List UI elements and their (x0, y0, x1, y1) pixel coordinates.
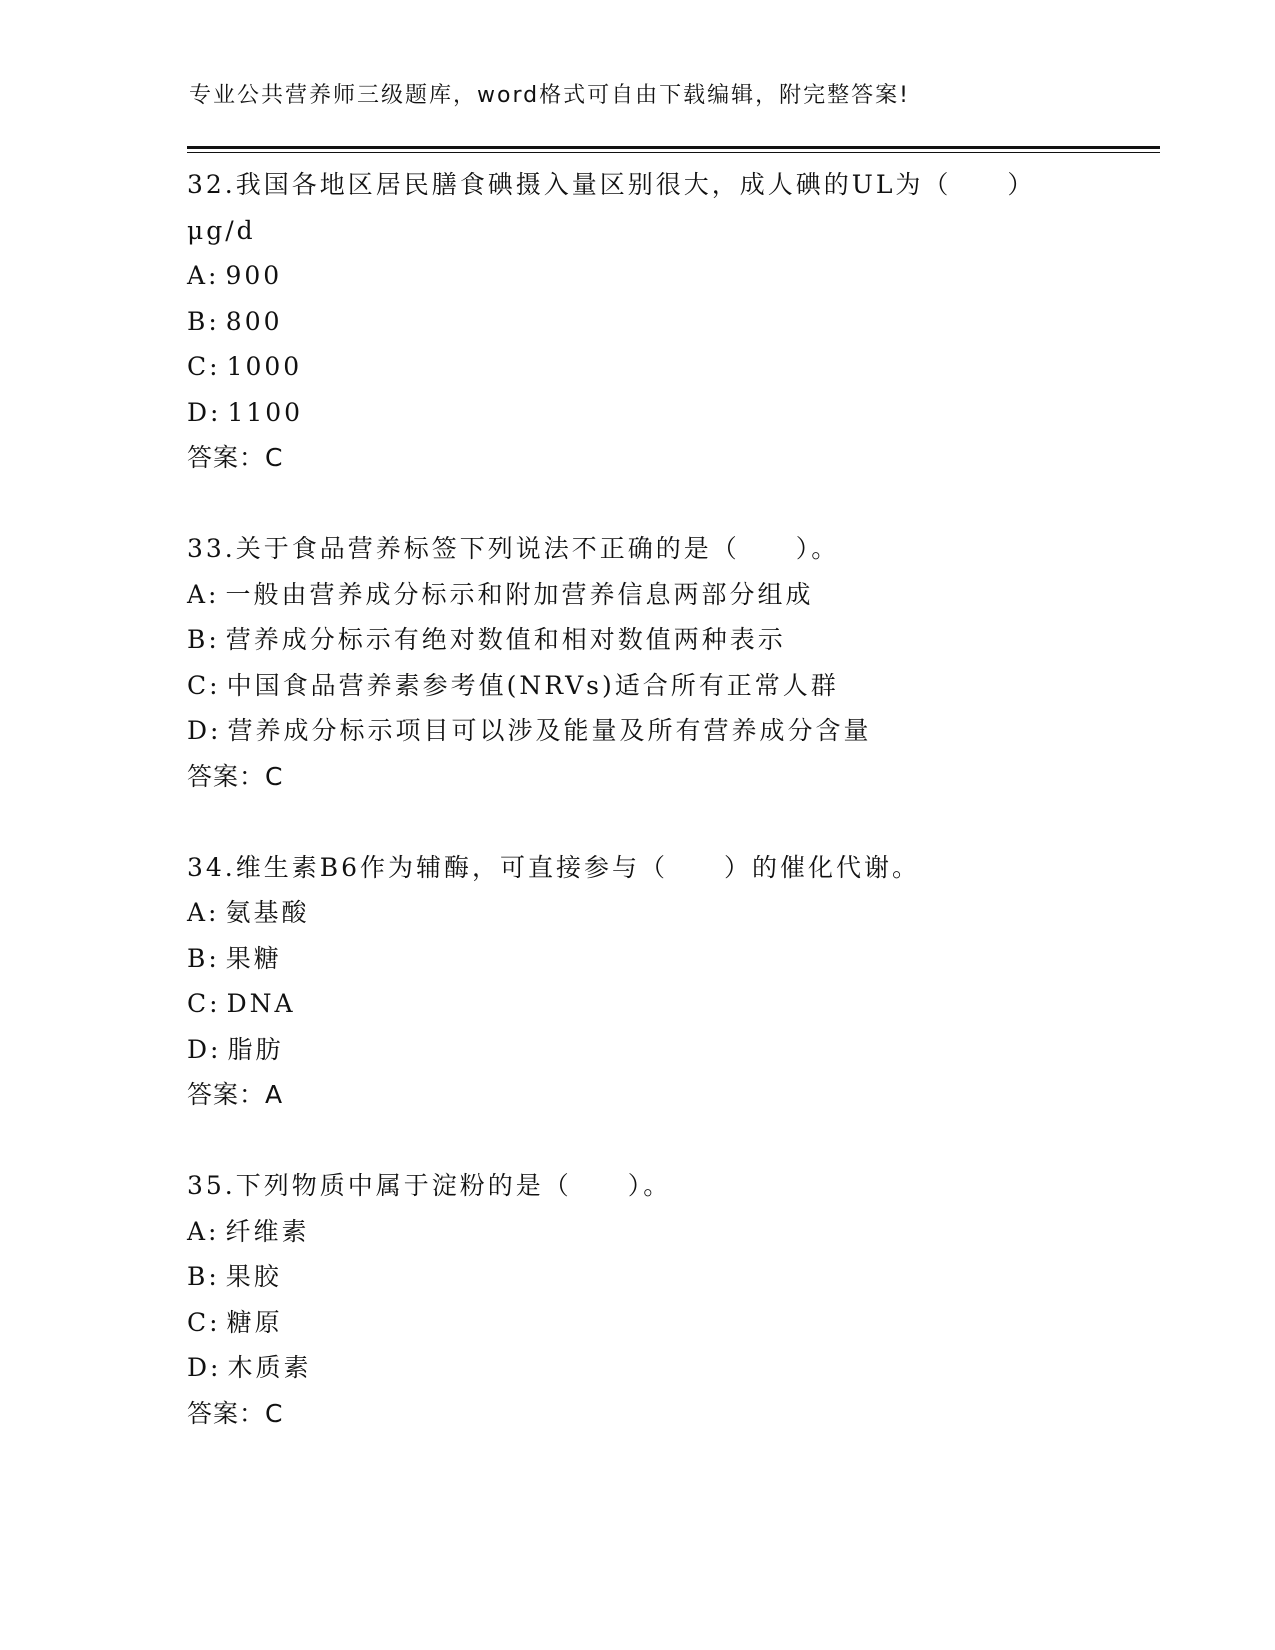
answer-line: 答案：C (187, 443, 284, 472)
option-a (187, 572, 1167, 618)
option-label: C: (187, 989, 221, 1018)
header-rule-thick (187, 146, 1160, 149)
option-c (187, 981, 1167, 1027)
option-label: D: (187, 716, 222, 745)
option-label: C: (187, 352, 221, 381)
option-text: 营养成分标示有绝对数值和相对数值两种表示 (225, 625, 786, 654)
option-d (187, 1345, 1167, 1391)
option-text: 800 (225, 306, 283, 336)
question-33 (187, 526, 1167, 800)
option-label: A: (187, 898, 220, 927)
option-text: 氨基酸 (225, 898, 310, 927)
option-label: D: (187, 1034, 222, 1064)
option-label: A: (187, 1216, 220, 1246)
question-34 (187, 845, 1167, 1119)
option-b (187, 1254, 1167, 1300)
option-label: B: (187, 306, 220, 336)
question-stem: 35.下列物质中属于淀粉的是（ ）。 (187, 1171, 672, 1200)
option-a (187, 1209, 1167, 1255)
answer-line: 答案：A (187, 1080, 284, 1109)
option-d (187, 708, 1167, 754)
option-label: B: (187, 943, 220, 973)
option-label: C: (187, 670, 221, 700)
option-d (187, 1027, 1167, 1073)
option-text: 营养成分标示项目可以涉及能量及所有营养成分含量 (227, 716, 872, 745)
option-text: 纤维素 (225, 1216, 310, 1246)
option-label: B: (187, 1262, 220, 1291)
option-text: 糖原 (226, 1307, 283, 1337)
question-35 (187, 1163, 1167, 1437)
option-text: 脂肪 (227, 1034, 284, 1064)
option-c (187, 1300, 1167, 1346)
option-text: 果胶 (225, 1262, 282, 1291)
option-text: 果糖 (225, 943, 282, 973)
question-stem: 34.维生素B6作为辅酶，可直接参与（ ）的催化代谢。 (187, 852, 921, 882)
option-text: 一般由营养成分标示和附加营养信息两部分组成 (225, 579, 814, 609)
option-b (187, 299, 1167, 345)
option-label: D: (187, 397, 222, 427)
option-text: 木质素 (227, 1353, 312, 1382)
option-b (187, 936, 1167, 982)
option-label: A: (187, 261, 220, 290)
question-32 (187, 162, 1167, 481)
option-c (187, 344, 1167, 390)
page-header: 专业公共营养师三级题库，word格式可自由下载编辑，附完整答案! (189, 83, 910, 108)
option-a (187, 253, 1167, 299)
question-list (187, 162, 1167, 1482)
option-b (187, 617, 1167, 663)
option-text: 1000 (226, 352, 303, 381)
header-rule-thin (187, 152, 1160, 153)
option-c (187, 663, 1167, 709)
option-label: D: (187, 1353, 222, 1382)
option-text: 1100 (227, 397, 304, 427)
answer-line: 答案：C (187, 1398, 284, 1428)
answer-line: 答案：C (187, 761, 284, 791)
option-label: C: (187, 1307, 221, 1337)
option-text: DNA (226, 989, 296, 1018)
option-d (187, 390, 1167, 436)
option-text: 中国食品营养素参考值(NRVs)适合所有正常人群 (226, 670, 839, 700)
question-stem: 32.我国各地区居民膳食碘摄入量区别很大，成人碘的UL为（ ）μg/d (187, 170, 1036, 245)
option-text: 900 (225, 261, 283, 290)
option-label: B: (187, 625, 220, 654)
question-stem: 33.关于食品营养标签下列说法不正确的是（ ）。 (187, 534, 840, 563)
option-a (187, 890, 1167, 936)
option-label: A: (187, 579, 220, 609)
